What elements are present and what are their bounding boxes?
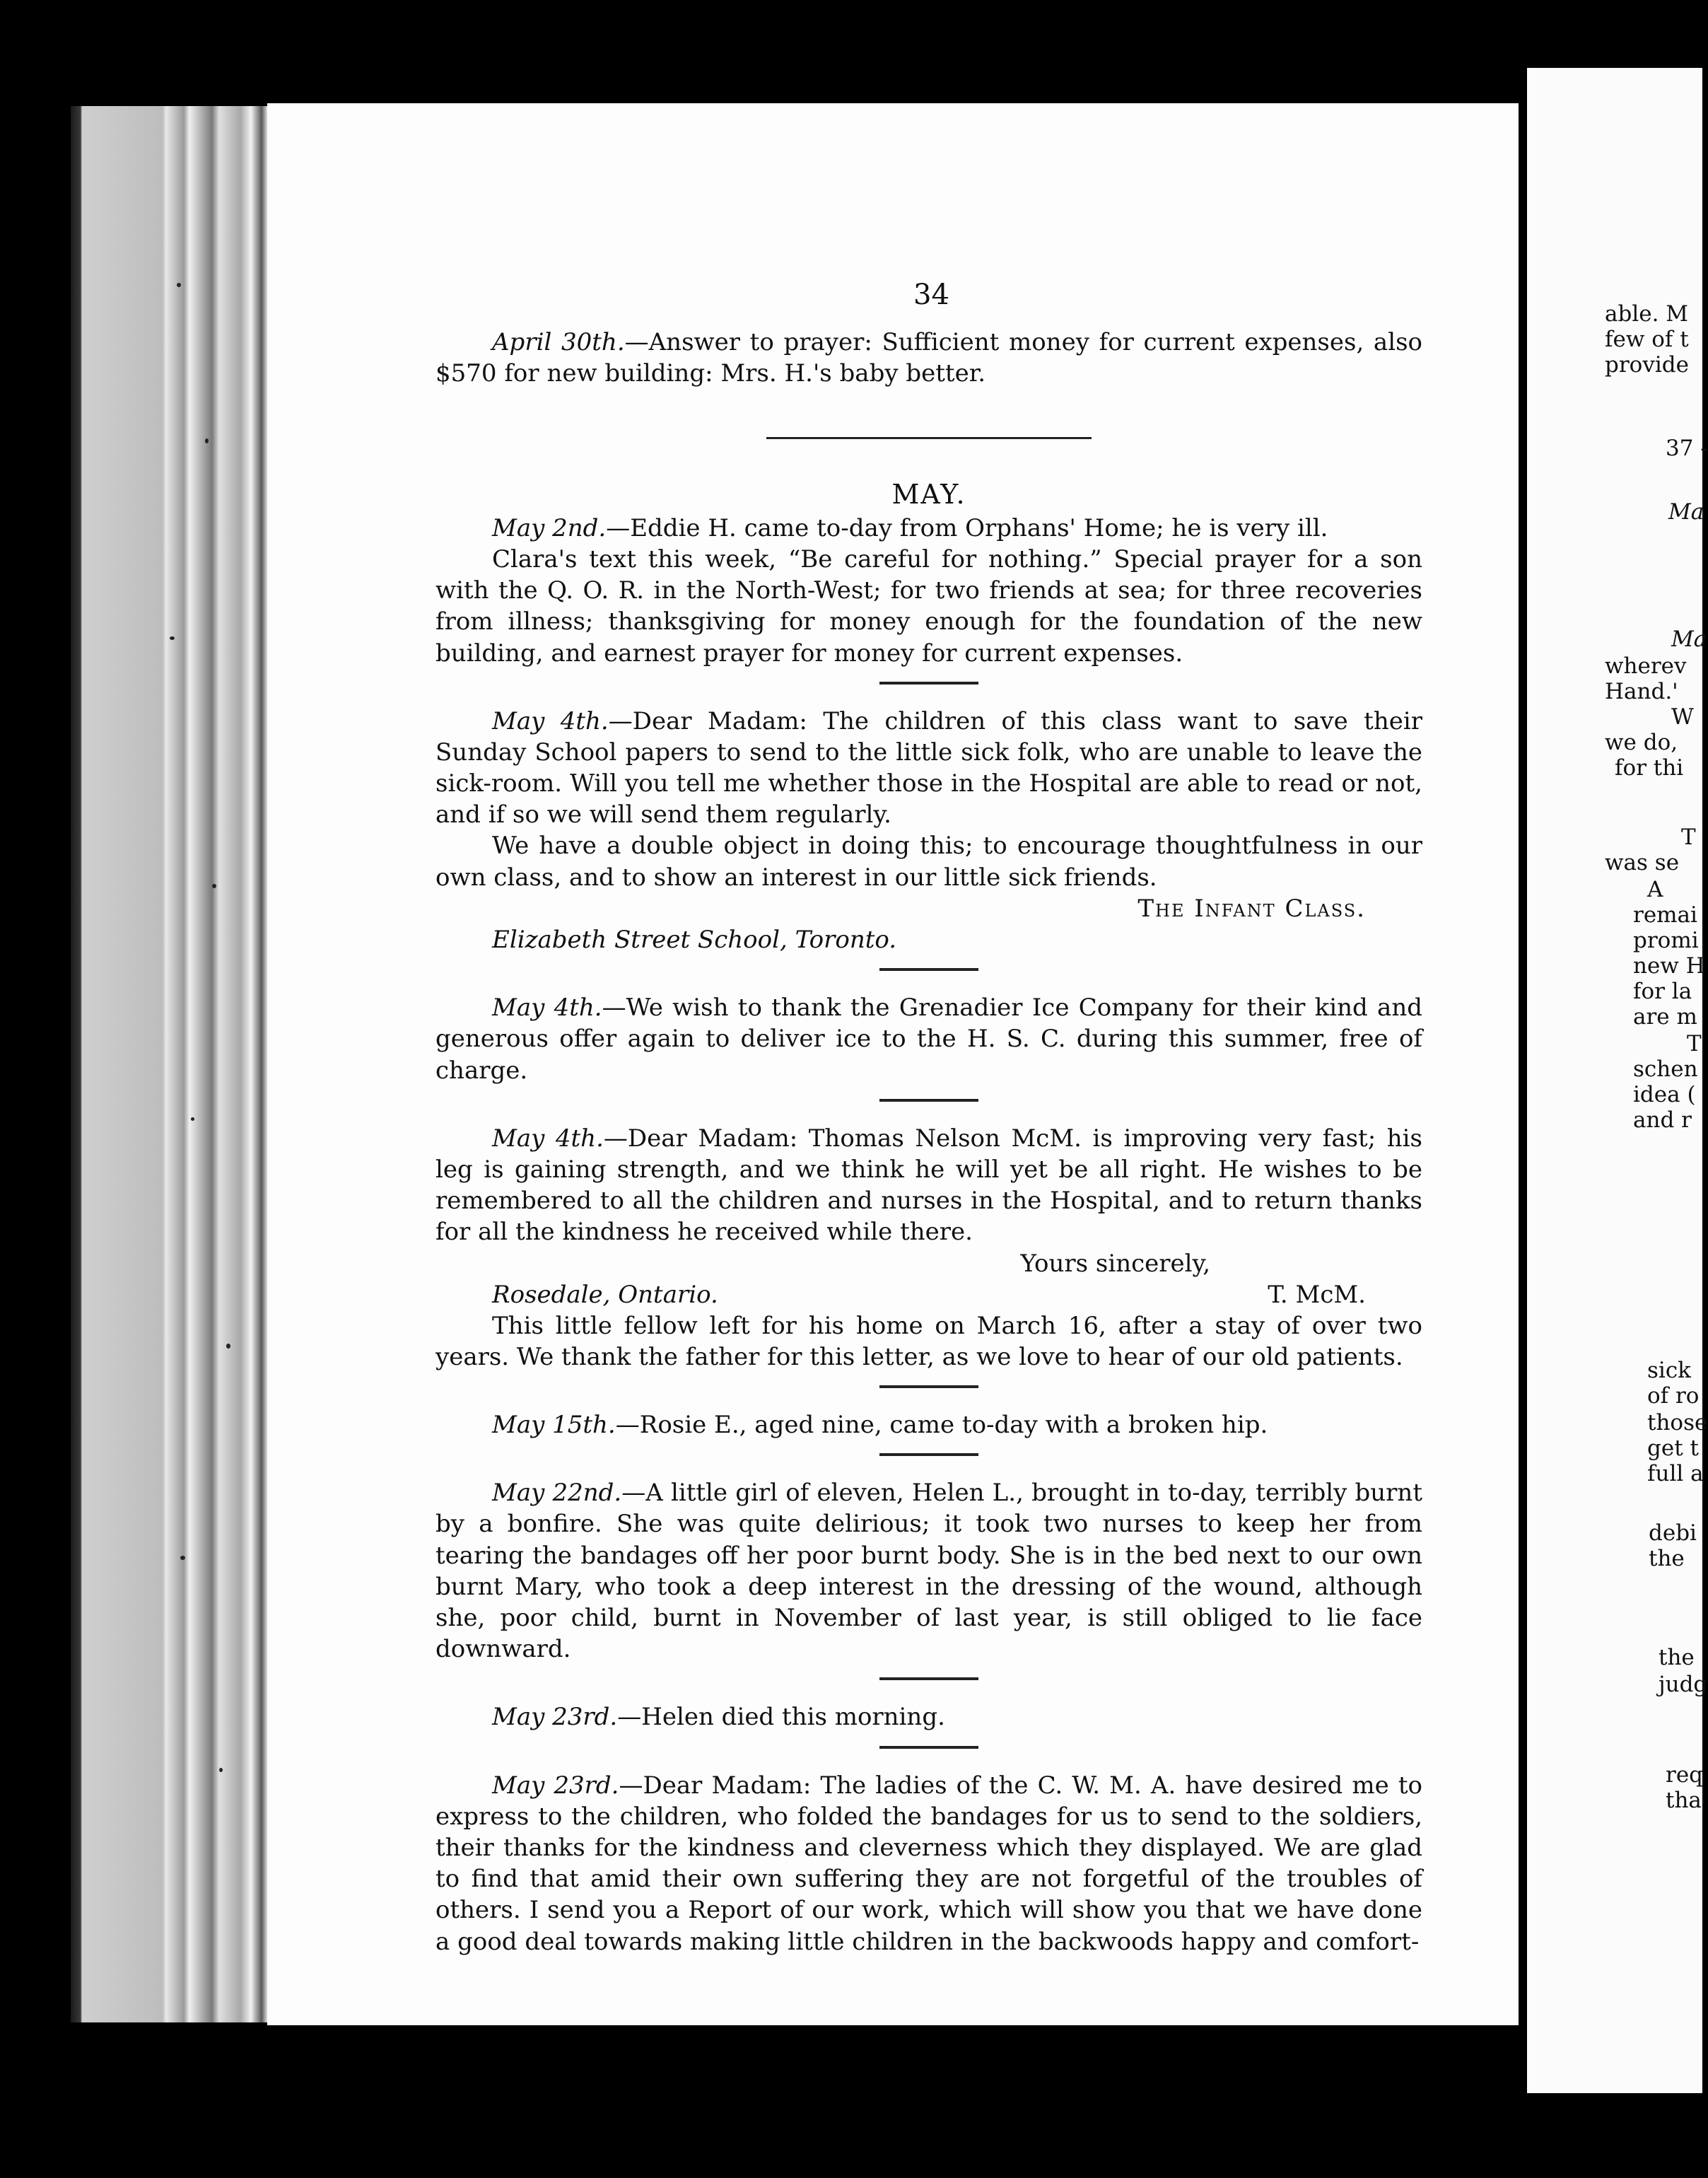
right-page-text: and r	[1633, 1107, 1692, 1133]
entry-may-4-infant-class	[435, 706, 1422, 831]
section-title-may: MAY.	[891, 479, 966, 511]
entry-text: —We wish to thank the Grenadier Ice Company for their kind and generous offer again to deliver ice to the H. S. C. during this summer, free of charge.	[435, 994, 1422, 1085]
right-page-text: those	[1647, 1410, 1708, 1436]
right-page-text: for la	[1633, 979, 1692, 1004]
entry-sign-off	[435, 1279, 1422, 1310]
right-page-text: req	[1666, 1762, 1704, 1788]
right-page-text: W	[1671, 704, 1694, 730]
right-page-text: promi	[1633, 928, 1699, 953]
entry-divider	[879, 1677, 978, 1680]
entry-divider	[879, 682, 978, 685]
right-page-text: the	[1649, 1546, 1685, 1571]
entry-signature: T. McM.	[1268, 1280, 1366, 1309]
entry-paragraph: This little fellow left for his home on March 16, after a stay of over two years. We thank the father for this letter, as we love to hear of our old patients.	[435, 1311, 1422, 1371]
right-page-text: full a	[1647, 1461, 1704, 1486]
right-page-text: debi	[1649, 1520, 1697, 1546]
book-page-right-partial	[1527, 68, 1708, 2093]
right-page-text: get t	[1647, 1436, 1699, 1461]
entry-divider	[879, 1746, 978, 1749]
entry-date: May 23rd.	[492, 1771, 619, 1800]
entry-text: —Dear Madam: The ladies of the C. W. M. A. have desired me to express to the children, who folded the bandages for us to send to the soldiers, their thanks for the kindness and cleverness which they displayed. We are glad to find that amid their own suffering they are not forgetful of the troubles of others. I send you a Report of our work, which will show you that we have done a good deal towards making little children in the backwoods happy and comfort-	[435, 1771, 1422, 1956]
entry-closing: Yours sincerely,	[1020, 1249, 1210, 1278]
section-divider	[766, 437, 1092, 439]
right-page-text: T	[1681, 825, 1696, 850]
right-page-text: remai	[1633, 902, 1697, 928]
right-page-text: T	[1687, 1031, 1702, 1056]
entry-divider	[879, 1453, 978, 1456]
entry-date: April 30th.	[492, 328, 625, 356]
right-page-text: Ma	[1671, 627, 1707, 652]
entry-date: May 4th.	[492, 994, 602, 1023]
entry-may-23-helen	[435, 1701, 1422, 1732]
right-page-text: judg	[1659, 1672, 1708, 1697]
book-page-edges	[71, 106, 269, 2022]
right-page-text: provide	[1605, 352, 1689, 378]
right-page-text: are m	[1633, 1004, 1697, 1030]
right-page-text: the	[1659, 1645, 1695, 1670]
entry-place: Elizabeth Street School, Toronto.	[492, 926, 897, 955]
right-page-text: Hand.'	[1605, 679, 1678, 704]
right-page-text: was se	[1605, 850, 1680, 875]
entry-date: May 15th.	[492, 1411, 616, 1440]
entry-may-2	[435, 513, 1422, 544]
page-body	[435, 327, 1422, 1957]
entry-may-22	[435, 1477, 1422, 1665]
entry-text: —Eddie H. came to-day from Orphans' Home; he is very ill.	[606, 513, 1328, 542]
right-page-text: tha	[1666, 1788, 1702, 1813]
entry-divider	[879, 1385, 978, 1388]
entry-date: May 4th.	[492, 706, 609, 735]
right-page-text: we do,	[1605, 730, 1678, 755]
entry-may-15	[435, 1409, 1422, 1440]
entry-divider	[879, 1099, 978, 1102]
right-page-text: Ma	[1668, 499, 1704, 525]
entry-date: May 22nd.	[492, 1479, 622, 1508]
right-page-text: A	[1647, 877, 1663, 902]
entry-signature: The Infant Class.	[1137, 894, 1366, 923]
entry-may-23-letter	[435, 1770, 1422, 1957]
entry-text: —A little girl of eleven, Helen L., brought in to-day, terribly burnt by a bonfire. She was quite delirious; it took two nurses to keep her from tearing the bandages off her poor burnt body. She is in the bed next to our own burnt Mary, who took a deep interest in the dressing of the wound, although she, poor child, burnt in November of last year, is still obliged to lie face downward.	[435, 1479, 1422, 1664]
right-page-text: 37 -	[1666, 436, 1708, 461]
entry-date: May 2nd.	[492, 513, 607, 542]
right-page-text: idea (	[1633, 1082, 1696, 1107]
right-page-text: sick	[1647, 1358, 1691, 1383]
right-page-text: able. M	[1605, 301, 1689, 327]
right-page-text: few of t	[1605, 327, 1689, 352]
right-page-text: wherev	[1605, 653, 1687, 679]
entry-date: May 23rd.	[492, 1703, 618, 1732]
entry-date: May 4th.	[492, 1124, 604, 1153]
page-number: 34	[913, 279, 949, 311]
entry-place: Rosedale, Ontario.	[492, 1280, 718, 1309]
right-page-text: schen	[1633, 1056, 1698, 1082]
entry-text: —Rosie E., aged nine, came to-day with a broken hip.	[615, 1411, 1268, 1440]
right-page-text: new H	[1633, 953, 1705, 979]
entry-text: —Dear Madam: The children of this class want to save their Sunday School papers to send to the little sick folk, who are unable to leave the sick-room. Will you tell me whether those in the Hospital are able to read or not, and if so we will send them regularly.	[435, 706, 1422, 829]
entry-text: —Answer to prayer: Sufficient money for current expenses, also $570 for new building: Mrs. H.'s baby better.	[435, 328, 1422, 388]
entry-may-4-letter	[435, 1123, 1422, 1248]
entry-text: —Helen died this morning.	[617, 1703, 945, 1732]
entry-april-30	[435, 327, 1422, 389]
entry-text: —Dear Madam: Thomas Nelson McM. is improving very fast; his leg is gaining strength, and we think he will yet be all right. He wishes to be remembered to all the children and nurses in the Hospital, and to return thanks for all the kindness he received while there.	[435, 1124, 1422, 1247]
entry-paragraph: Clara's text this week, “Be careful for nothing.” Special prayer for a son with the Q. O. R. in the North-West; for two friends at sea; for three recoveries from illness; thanksgiving for money enough for the foundation of the new building, and earnest prayer for money for current expenses.	[435, 544, 1422, 668]
entry-divider	[879, 968, 978, 971]
entry-paragraph: We have a double object in doing this; to encourage thoughtfulness in our own class, and to show an interest in our little sick friends.	[435, 832, 1422, 892]
book-page-left	[267, 103, 1519, 2025]
right-page-text: for thi	[1615, 755, 1684, 781]
right-page-text: of ro	[1647, 1383, 1700, 1409]
entry-may-4-ice-company	[435, 992, 1422, 1086]
